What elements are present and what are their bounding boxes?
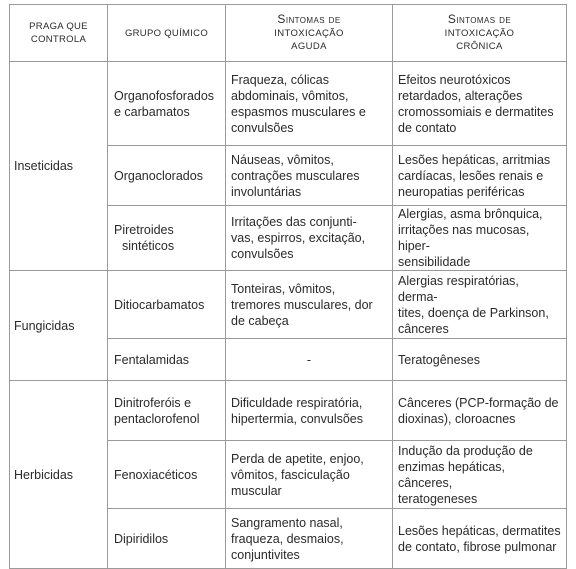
cronica-line: tites, doença de Parkinson, bbox=[398, 305, 549, 320]
header-praga bbox=[10, 5, 108, 62]
aguda-cell bbox=[226, 146, 393, 206]
cronica-cell bbox=[393, 509, 567, 569]
aguda-line: Dificuldade respiratória, bbox=[231, 395, 363, 410]
aguda-line: convulsões bbox=[231, 247, 294, 261]
grupo-line: Dipiridilos bbox=[114, 531, 169, 546]
aguda-line: hipertermia, convulsões bbox=[231, 411, 364, 426]
header-cronica-line3: CRÔNICA bbox=[456, 41, 503, 52]
cronica-line: cardíacas, lesões renais e bbox=[398, 168, 544, 183]
table-row bbox=[10, 381, 567, 441]
cronica-line: dioxinas), cloroacnes bbox=[398, 411, 516, 426]
aguda-cell bbox=[226, 441, 393, 509]
aguda-line: conjuntivites bbox=[231, 547, 300, 562]
table-row bbox=[10, 271, 567, 339]
header-aguda bbox=[226, 5, 393, 62]
aguda-cell bbox=[226, 206, 393, 271]
cronica-line: de contato bbox=[398, 120, 457, 135]
aguda-line: involuntárias bbox=[231, 184, 302, 199]
aguda-line: Perda de apetite, enjoo, bbox=[231, 451, 364, 466]
grupo-line: Piretroides bbox=[114, 223, 174, 237]
aguda-cell bbox=[226, 271, 393, 339]
grupo-cell bbox=[108, 509, 226, 569]
aguda-line: contrações musculares bbox=[231, 168, 360, 183]
grupo-line: Fenoxiacéticos bbox=[114, 467, 198, 482]
cronica-line: cromossomiais e dermatites bbox=[398, 104, 554, 119]
cronica-cell bbox=[393, 441, 567, 509]
cronica-line: Efeitos neurotóxicos bbox=[398, 72, 511, 87]
header-praga-line1: PRAGA QUE bbox=[29, 21, 88, 32]
cronica-line: irritações nas mucosas, hiper- bbox=[398, 223, 530, 253]
grupo-line: Dinitroferóis e bbox=[114, 395, 192, 410]
aguda-cell bbox=[226, 62, 393, 146]
aguda-line: muscular bbox=[231, 483, 282, 498]
pesticide-table-container bbox=[9, 4, 567, 569]
aguda-line: vômitos, fasciculação bbox=[231, 467, 350, 482]
aguda-line: Tonteiras, vômitos, bbox=[231, 281, 336, 296]
cronica-line: teratogeneses bbox=[398, 491, 478, 506]
cronica-line: Alergias respiratórias, derma- bbox=[398, 273, 519, 304]
cronica-cell bbox=[393, 271, 567, 339]
header-praga-line2: CONTROLA bbox=[30, 34, 87, 45]
aguda-line: vas, espirros, excitação, bbox=[231, 231, 366, 245]
praga-fungicidas: Fungicidas bbox=[10, 271, 108, 381]
aguda-cell bbox=[226, 339, 393, 381]
cronica-line: Lesões hepáticas, arritmias bbox=[398, 152, 551, 167]
aguda-line: Irritações das conjunti- bbox=[231, 215, 357, 229]
aguda-line: Náuseas, vômitos, bbox=[231, 152, 334, 167]
cronica-line: cânceres bbox=[398, 321, 449, 336]
grupo-cell bbox=[108, 271, 226, 339]
aguda-line: - bbox=[306, 352, 312, 367]
header-grupo bbox=[108, 5, 226, 62]
grupo-line: Fentalamidas bbox=[114, 352, 190, 367]
aguda-cell bbox=[226, 381, 393, 441]
grupo-line: Organoclorados bbox=[114, 168, 203, 183]
cronica-line: Lesões hepáticas, dermatites bbox=[398, 523, 561, 538]
cronica-line: Indução da produção de bbox=[398, 443, 533, 458]
cronica-line: de contato, fibrose pulmonar bbox=[398, 539, 557, 554]
header-cronica bbox=[393, 5, 567, 62]
grupo-line: e carbamatos bbox=[114, 104, 190, 119]
grupo-cell bbox=[108, 441, 226, 509]
header-aguda-line2: INTOXICAÇÃO bbox=[274, 28, 344, 39]
cronica-line: enzimas hepáticas, cânceres, bbox=[398, 459, 506, 490]
aguda-line: convulsões bbox=[231, 120, 294, 135]
praga-inseticidas: Inseticidas bbox=[10, 62, 108, 271]
grupo-cell bbox=[108, 206, 226, 271]
cronica-line: retardados, alterações bbox=[398, 88, 523, 103]
cronica-cell bbox=[393, 339, 567, 381]
grupo-line: Organofosforados bbox=[114, 88, 215, 103]
grupo-cell bbox=[108, 339, 226, 381]
header-cronica-line1: Sintomas de bbox=[447, 12, 512, 26]
aguda-line: de cabeça bbox=[231, 313, 289, 328]
aguda-line: Fraqueza, cólicas bbox=[231, 72, 329, 87]
table-row bbox=[10, 62, 567, 146]
cronica-line: neuropatias periféricas bbox=[398, 184, 525, 199]
aguda-line: espasmos musculares e bbox=[231, 104, 366, 119]
grupo-line: Ditiocarbamatos bbox=[114, 297, 205, 312]
cronica-cell bbox=[393, 62, 567, 146]
cronica-line: Teratogêneses bbox=[398, 352, 481, 367]
praga-herbicidas: Herbicidas bbox=[10, 381, 108, 569]
header-row bbox=[10, 5, 567, 62]
cronica-line: Cânceres (PCP-formação de bbox=[398, 395, 559, 410]
grupo-line: sintéticos bbox=[122, 239, 175, 253]
cronica-line: Alergias, asma brônquica, bbox=[398, 207, 543, 221]
grupo-cell bbox=[108, 146, 226, 206]
aguda-line: tremores musculares, dor bbox=[231, 297, 373, 312]
cronica-line: sensibilidade bbox=[398, 255, 471, 269]
header-grupo-label: GRUPO QUÍMICO bbox=[124, 27, 209, 39]
grupo-cell bbox=[108, 381, 226, 441]
aguda-line: fraqueza, desmaios, bbox=[231, 531, 344, 546]
grupo-line: pentaclorofenol bbox=[114, 411, 200, 426]
cronica-cell bbox=[393, 146, 567, 206]
cronica-cell bbox=[393, 206, 567, 271]
pesticide-intoxication-table bbox=[9, 4, 567, 569]
aguda-line: Sangramento nasal, bbox=[231, 515, 343, 530]
cronica-cell bbox=[393, 381, 567, 441]
grupo-cell bbox=[108, 62, 226, 146]
aguda-cell bbox=[226, 509, 393, 569]
header-cronica-line2: INTOXICAÇÃO bbox=[444, 28, 515, 39]
header-aguda-line1: Sintomas de bbox=[277, 12, 341, 26]
aguda-line: abdominais, vômitos, bbox=[231, 88, 349, 103]
header-aguda-line3: AGUDA bbox=[291, 41, 327, 52]
